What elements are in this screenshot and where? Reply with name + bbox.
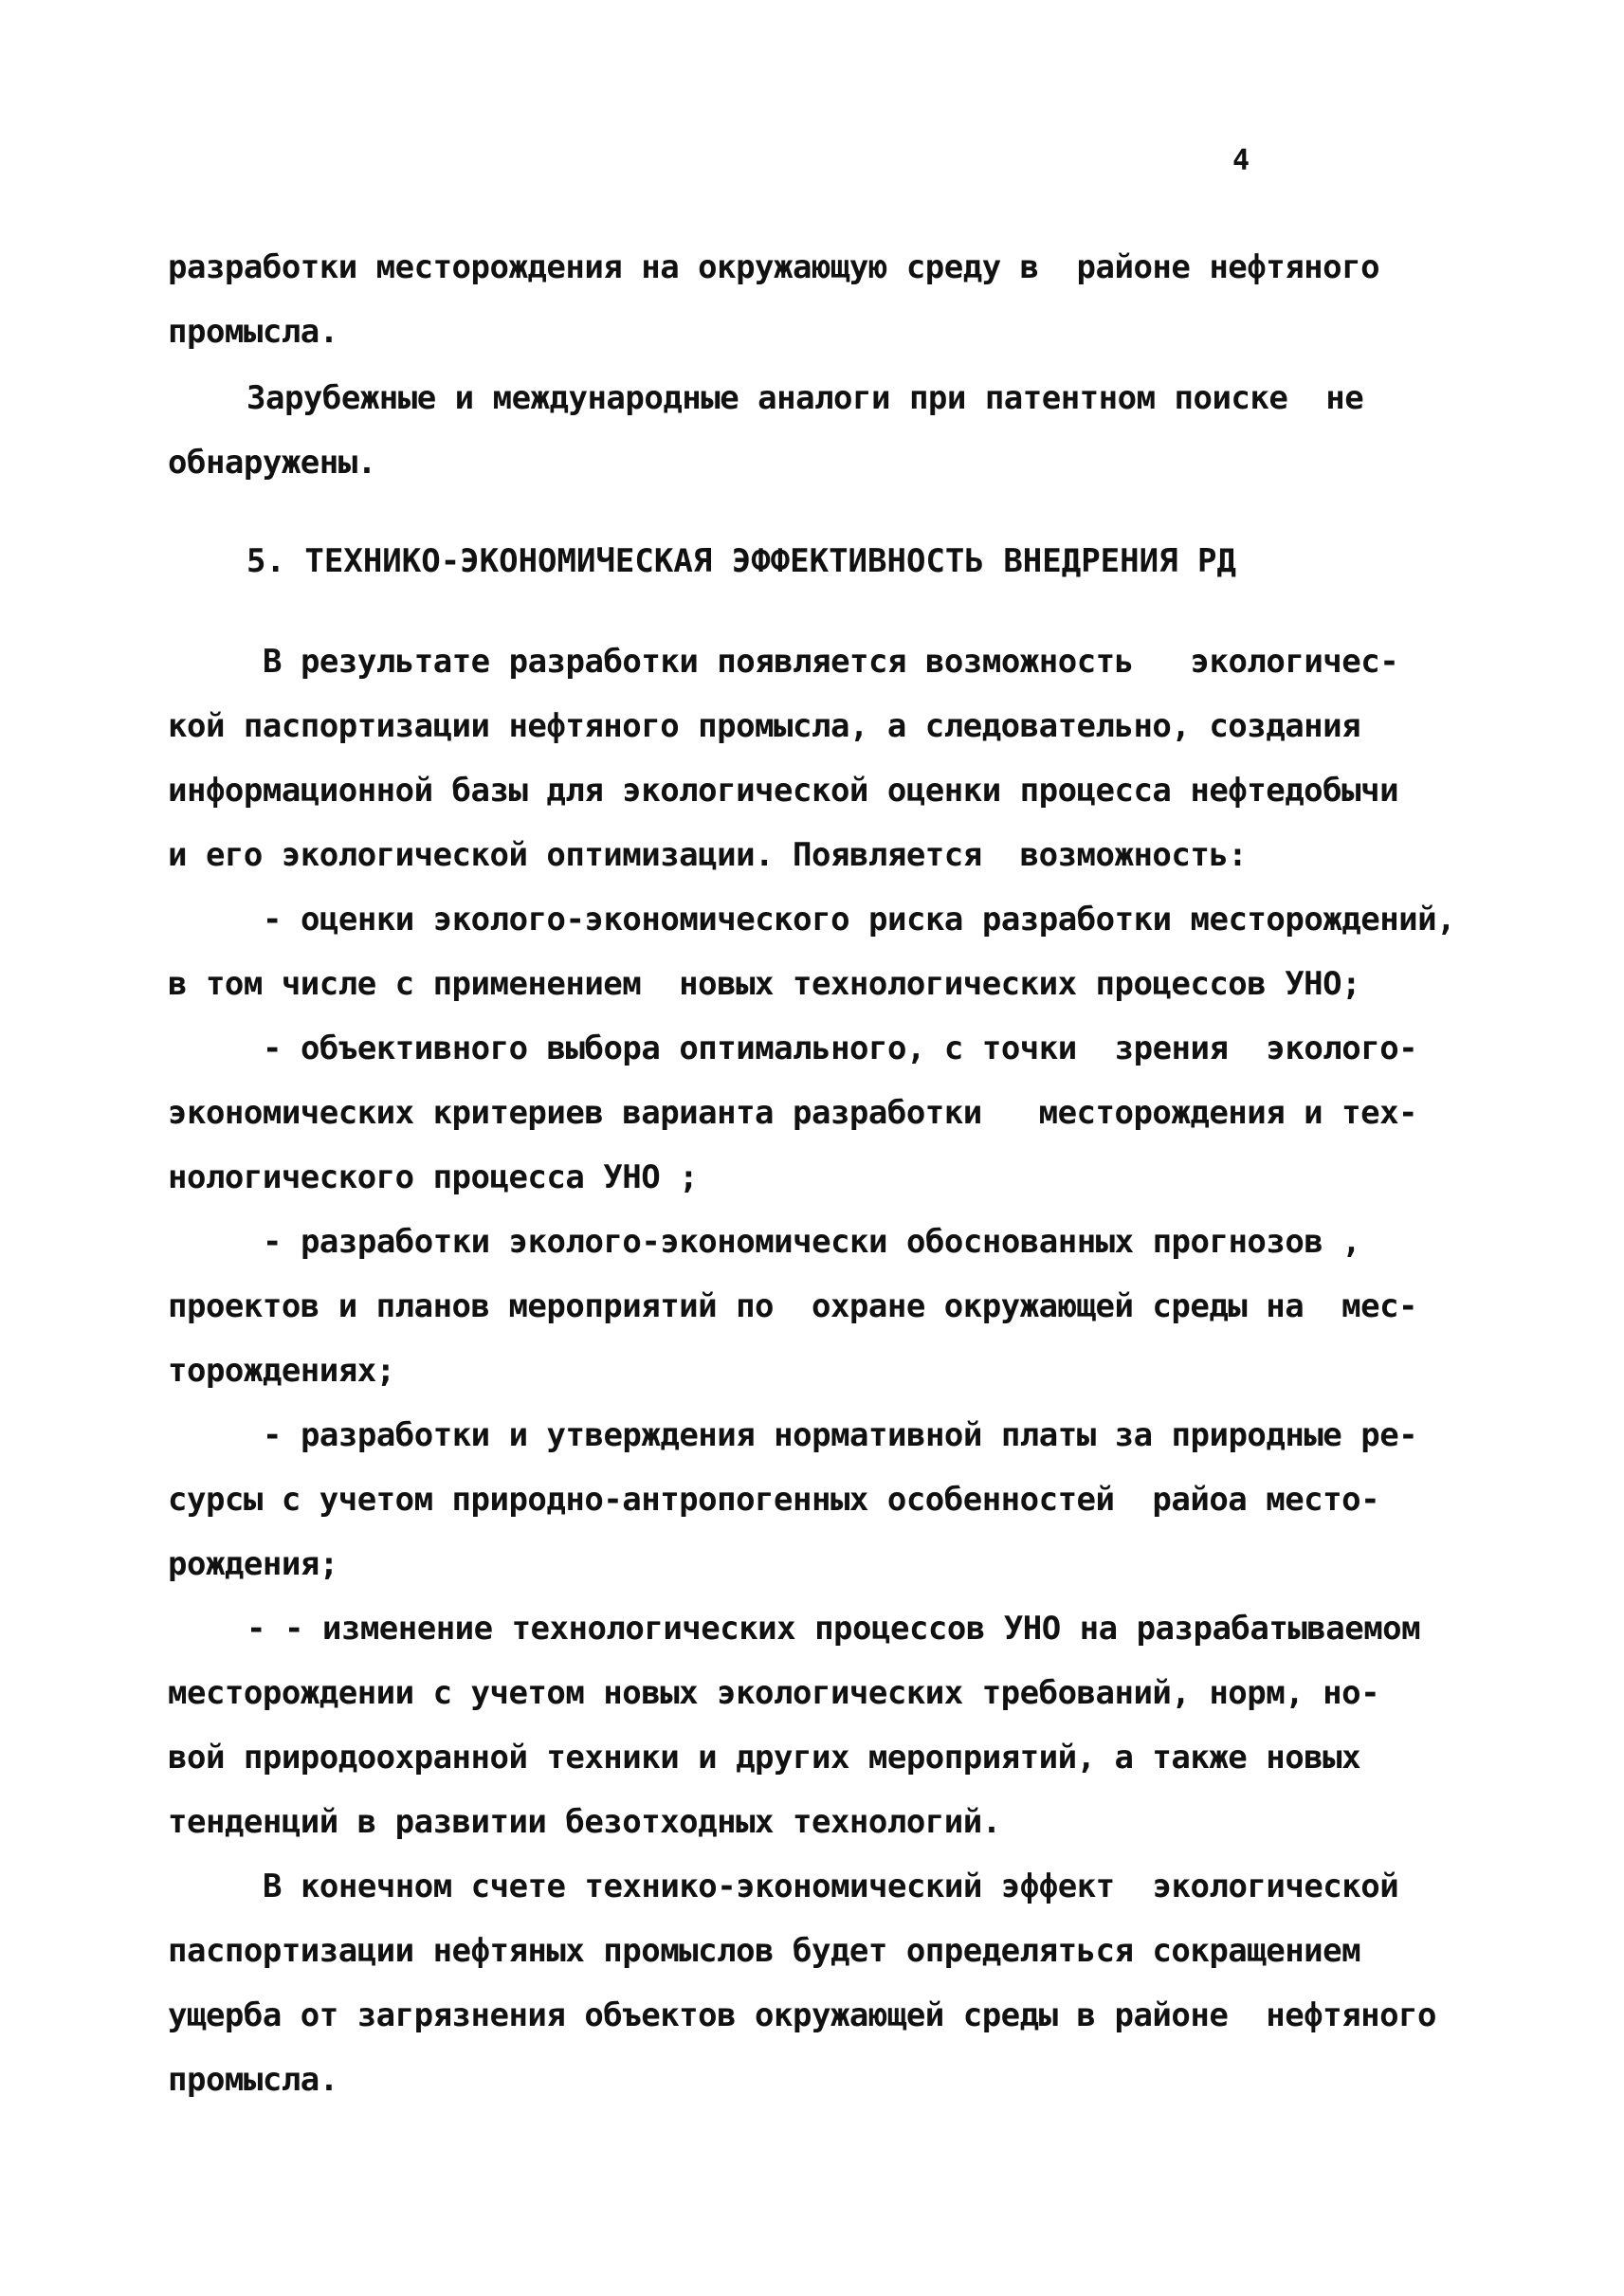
text-line: обнаружены.	[168, 444, 376, 482]
page-number: 4	[1232, 144, 1250, 177]
text-line: промысла.	[168, 313, 338, 351]
text-line: месторождении с учетом новых экологических требований, норм, но-	[168, 1674, 1380, 1712]
text-line: нологического процесса УНО ;	[168, 1158, 699, 1196]
text-line: проектов и планов мероприятий по охране окружающей среды на мес-	[168, 1287, 1418, 1325]
text-line: паспортизации нефтяных промыслов будет определяться сокращением	[168, 1932, 1361, 1970]
list-item-line: - объективного выбора оптимального, с точки зрения эколого-	[263, 1030, 1418, 1067]
text-line: и его экологической оптимизации. Появляется возможность:	[168, 836, 1248, 874]
list-item-line: - - изменение технологических процессов УНО на разрабатываемом	[246, 1610, 1421, 1648]
list-item-line: - разработки эколого-экономически обоснованных прогнозов ,	[263, 1223, 1361, 1261]
text-line: разработки месторождения на окружающую среду в районе нефтяного	[168, 248, 1380, 286]
text-line: информационной базы для экологической оценки процесса нефтедобычи	[168, 772, 1399, 810]
text-line: промысла.	[168, 2061, 338, 2099]
text-line: вой природоохранной техники и других мероприятий, а также новых	[168, 1739, 1361, 1777]
text-line: торождениях;	[168, 1352, 395, 1390]
text-line: экономических критериев варианта разработки месторождения и тех-	[168, 1094, 1418, 1132]
text-line: тенденций в развитии безотходных технологий.	[168, 1803, 1001, 1841]
text-line: В результате разработки появляется возможность экологичес-	[263, 643, 1399, 681]
text-line: кой паспортизации нефтяного промысла, а следовательно, создания	[168, 707, 1361, 745]
text-line: Зарубежные и международные аналоги при патентном поиске не	[246, 379, 1364, 417]
list-item-line: - оценки эколого-экономического риска разработки месторождений,	[263, 901, 1456, 938]
text-line: сурсы с учетом природно-антропогенных особенностей райоа место-	[168, 1481, 1380, 1519]
text-line: рождения;	[168, 1545, 338, 1583]
text-line: в том числе с применением новых технологических процессов УНО;	[168, 965, 1361, 1003]
text-line: В конечном счете технико-экономический эффект экологической	[263, 1868, 1399, 1905]
list-item-line: - разработки и утверждения нормативной платы за природные ре-	[263, 1416, 1418, 1454]
text-line: ущерба от загрязнения объектов окружающей среды в районе нефтяного	[168, 1996, 1436, 2034]
section-heading: 5. ТЕХНИКО-ЭКОНОМИЧЕСКАЯ ЭФФЕКТИВНОСТЬ ВНЕДРЕНИЯ РД	[246, 542, 1236, 580]
